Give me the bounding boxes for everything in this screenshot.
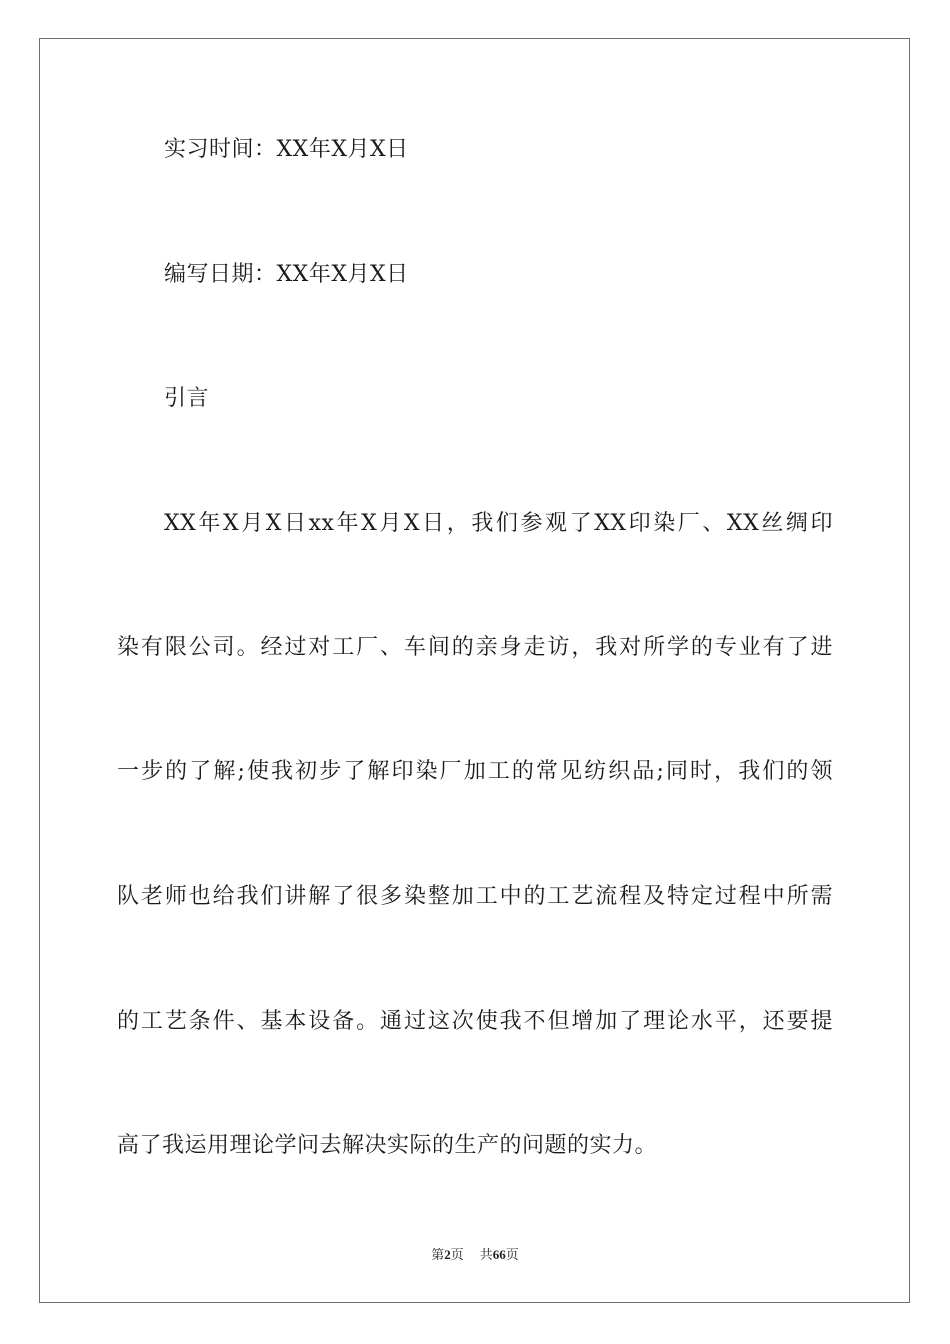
writing-date-line: 编写日期：XX年X月X日 xyxy=(164,262,409,287)
paragraph-line-4: 队老师也给我们讲解了很多染整加工中的工艺流程及特定过程中所需 xyxy=(117,884,833,909)
footer-page-suffix: 页 xyxy=(450,1247,464,1262)
footer-total-suffix: 页 xyxy=(505,1247,519,1262)
footer-page-number: 2 xyxy=(444,1247,451,1262)
paragraph-line-5: 的工艺条件、基本设备。通过这次使我不但增加了理论水平，还要提 xyxy=(117,1009,833,1034)
page-frame xyxy=(39,38,910,1303)
paragraph-line-1: XX年X月X日xx年X月X日，我们参观了XX印染厂、XX丝绸印 xyxy=(164,511,833,536)
section-heading-introduction: 引言 xyxy=(164,386,210,411)
paragraph-line-2: 染有限公司。经过对工厂、车间的亲身走访，我对所学的专业有了进 xyxy=(117,635,833,660)
page-footer xyxy=(0,1246,950,1264)
paragraph-line-3: 一步的了解;使我初步了解印染厂加工的常见纺织品;同时，我们的领 xyxy=(117,759,833,784)
paragraph-line-6: 高了我运用理论学问去解决实际的生产的问题的实力。 xyxy=(117,1133,658,1158)
footer-total-pages: 66 xyxy=(492,1247,506,1262)
footer-total-prefix: 共 xyxy=(479,1247,493,1262)
footer-page-prefix: 第 xyxy=(431,1247,445,1262)
internship-time-line: 实习时间：XX年X月X日 xyxy=(164,137,409,162)
